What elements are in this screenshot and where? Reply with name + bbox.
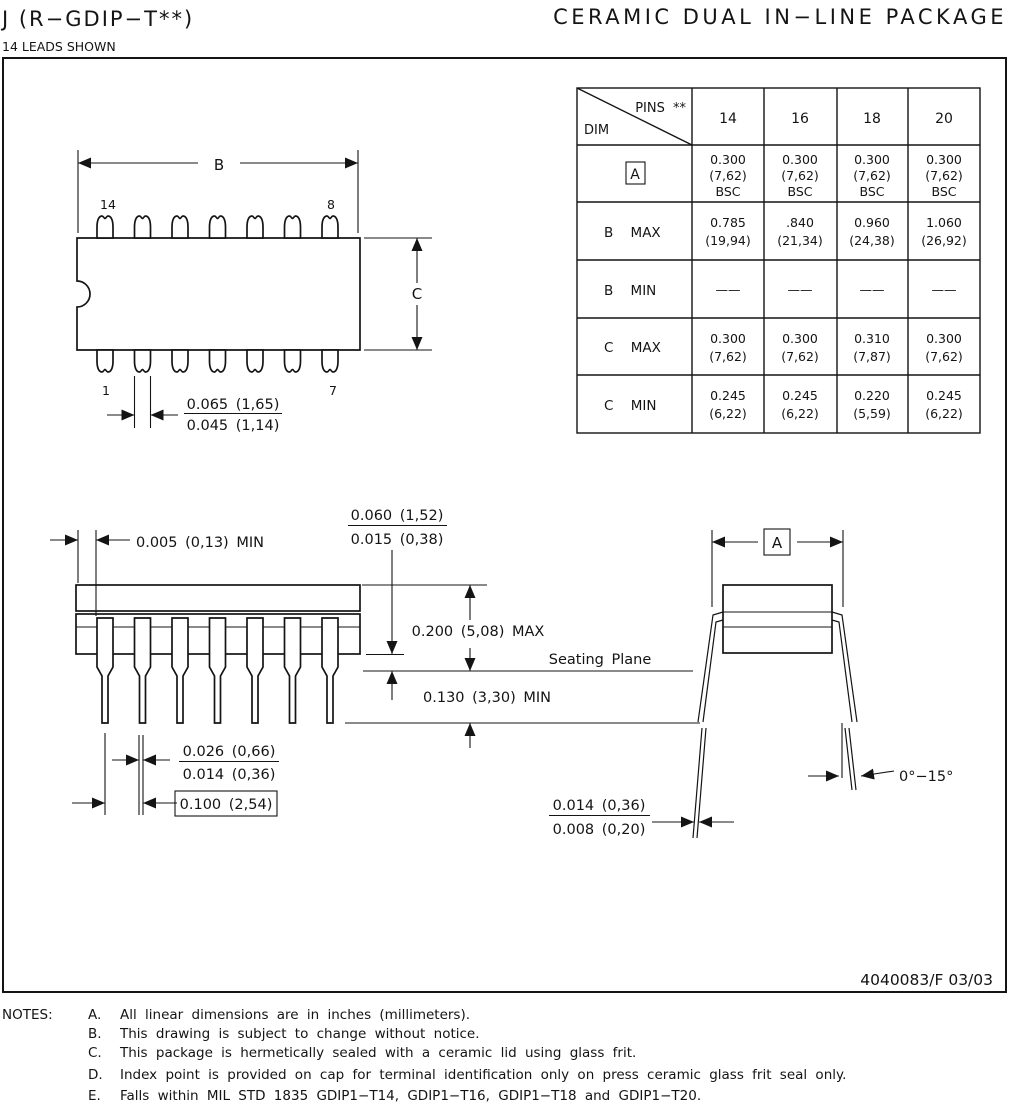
cell-bmin-14: —— [715, 282, 741, 297]
cell-bmax-20: 1.060 [926, 215, 962, 230]
dim-a-label: A [771, 534, 783, 552]
page-title: J (R−GDIP−T**) [2, 7, 195, 31]
cell-bmin-16: —— [787, 282, 813, 297]
row-label-cmin: C MIN [604, 398, 657, 414]
cell-cmax-18: 0.310 [854, 331, 890, 346]
row-label-bmax: B MAX [604, 225, 661, 241]
cell-a-20-bsc: BSC [931, 184, 957, 199]
dimension-table [577, 88, 980, 433]
cell-a-14-bsc: BSC [715, 184, 741, 199]
dim-b-label: B [213, 156, 225, 174]
cell-bmax-14: 0.785 [710, 215, 746, 230]
lead-angle: 0°−15° [899, 769, 954, 785]
pin-width-min: 0.014 (0,36) [182, 767, 276, 783]
lid-offset-min: 0.005 (0,13) MIN [136, 535, 264, 551]
note-a-text: All linear dimensions are in inches (millimeters). [120, 1007, 471, 1023]
cell-cmin-20-mm: (6,22) [925, 406, 963, 421]
cell-cmax-20-mm: (7,62) [925, 349, 963, 364]
col-header-18: 18 [863, 111, 881, 127]
end-view [549, 529, 953, 838]
lead-width-max: 0.065 (1,65) [186, 397, 280, 413]
cell-bmax-16-mm: (21,34) [777, 233, 823, 248]
pin-label-14: 14 [100, 197, 116, 212]
cell-cmin-18-mm: (5,59) [853, 406, 891, 421]
table-dim-header: DIM [584, 123, 610, 138]
note-d-text: Index point is provided on cap for terminal identification only on press ceramic glass frit seal only. [120, 1067, 847, 1083]
row-label-cmax: C MAX [604, 340, 661, 356]
note-e-letter: E. [88, 1088, 101, 1104]
notes [2, 1007, 846, 1104]
cell-bmax-18-mm: (24,38) [849, 233, 895, 248]
note-b-text: This drawing is subject to change without notice. [120, 1026, 480, 1042]
cell-a-20-mm: (7,62) [925, 168, 963, 183]
cell-cmax-14-mm: (7,62) [709, 349, 747, 364]
cell-cmin-16: 0.245 [782, 388, 818, 403]
side-view [50, 508, 700, 816]
ceramic-lid [76, 585, 360, 611]
table-pins-header: PINS ** [635, 101, 686, 116]
cell-cmin-14-mm: (6,22) [709, 406, 747, 421]
seating-plane-label: Seating Plane [548, 652, 652, 668]
cell-cmin-18: 0.220 [854, 388, 890, 403]
lead-length-min: 0.130 (3,30) MIN [423, 690, 551, 706]
height-max: 0.200 (5,08) MAX [411, 624, 545, 640]
cell-bmax-18: 0.960 [854, 215, 890, 230]
notes-heading: NOTES: [2, 1007, 53, 1023]
row-label-a: A [630, 167, 640, 183]
drawing-border [3, 58, 1006, 992]
cell-bmin-20: —— [931, 282, 957, 297]
note-c-letter: C. [88, 1045, 102, 1061]
cell-a-14-mm: (7,62) [709, 168, 747, 183]
dim-c-label: C [411, 285, 423, 303]
page-subtitle: 14 LEADS SHOWN [2, 39, 116, 54]
note-a-letter: A. [88, 1007, 102, 1023]
cell-a-18-bsc: BSC [859, 184, 885, 199]
pin-label-1: 1 [102, 383, 110, 398]
note-d-letter: D. [88, 1067, 103, 1083]
row-label-bmin: B MIN [604, 283, 657, 299]
note-e-text: Falls within MIL STD 1835 GDIP1−T14, GDIP1−T16, GDIP1−T18 and GDIP1−T20. [120, 1088, 702, 1104]
cell-cmin-16-mm: (6,22) [781, 406, 819, 421]
cell-bmax-14-mm: (19,94) [705, 233, 751, 248]
col-header-20: 20 [935, 111, 953, 127]
pitch-value: 0.100 (2,54) [179, 797, 273, 813]
cell-cmin-14: 0.245 [710, 388, 746, 403]
cell-cmin-20: 0.245 [926, 388, 962, 403]
package-body [77, 238, 360, 350]
pin-label-8: 8 [327, 197, 335, 212]
col-header-14: 14 [719, 111, 737, 127]
cell-a-16-mm: (7,62) [781, 168, 819, 183]
cell-cmax-16-mm: (7,62) [781, 349, 819, 364]
cell-a-18-mm: (7,62) [853, 168, 891, 183]
cell-a-18: 0.300 [854, 152, 890, 167]
pin-width-max: 0.026 (0,66) [182, 744, 276, 760]
standoff-min: 0.015 (0,38) [350, 532, 444, 548]
lead-thickness-min: 0.008 (0,20) [552, 822, 646, 838]
note-c-text: This package is hermetically sealed with a ceramic lid using glass frit. [120, 1045, 637, 1061]
standoff-max: 0.060 (1,52) [350, 508, 444, 524]
cell-bmax-20-mm: (26,92) [921, 233, 967, 248]
cell-a-16-bsc: BSC [787, 184, 813, 199]
cell-a-14: 0.300 [710, 152, 746, 167]
cell-cmax-18-mm: (7,87) [853, 349, 891, 364]
cell-cmax-14: 0.300 [710, 331, 746, 346]
pin-label-7: 7 [329, 383, 337, 398]
col-header-16: 16 [791, 111, 809, 127]
cell-bmin-18: —— [859, 282, 885, 297]
cell-cmax-16: 0.300 [782, 331, 818, 346]
doc-number: 4040083/F 03/03 [860, 971, 993, 989]
top-view [77, 150, 432, 434]
end-body [723, 585, 832, 653]
cell-cmax-20: 0.300 [926, 331, 962, 346]
cell-a-20: 0.300 [926, 152, 962, 167]
lead-width-min: 0.045 (1,14) [186, 418, 280, 434]
note-b-letter: B. [88, 1026, 102, 1042]
cell-a-16: 0.300 [782, 152, 818, 167]
package-type-title: CERAMIC DUAL IN−LINE PACKAGE [553, 5, 1007, 29]
cell-bmax-16: .840 [786, 215, 814, 230]
lead-thickness-max: 0.014 (0,36) [552, 798, 646, 814]
